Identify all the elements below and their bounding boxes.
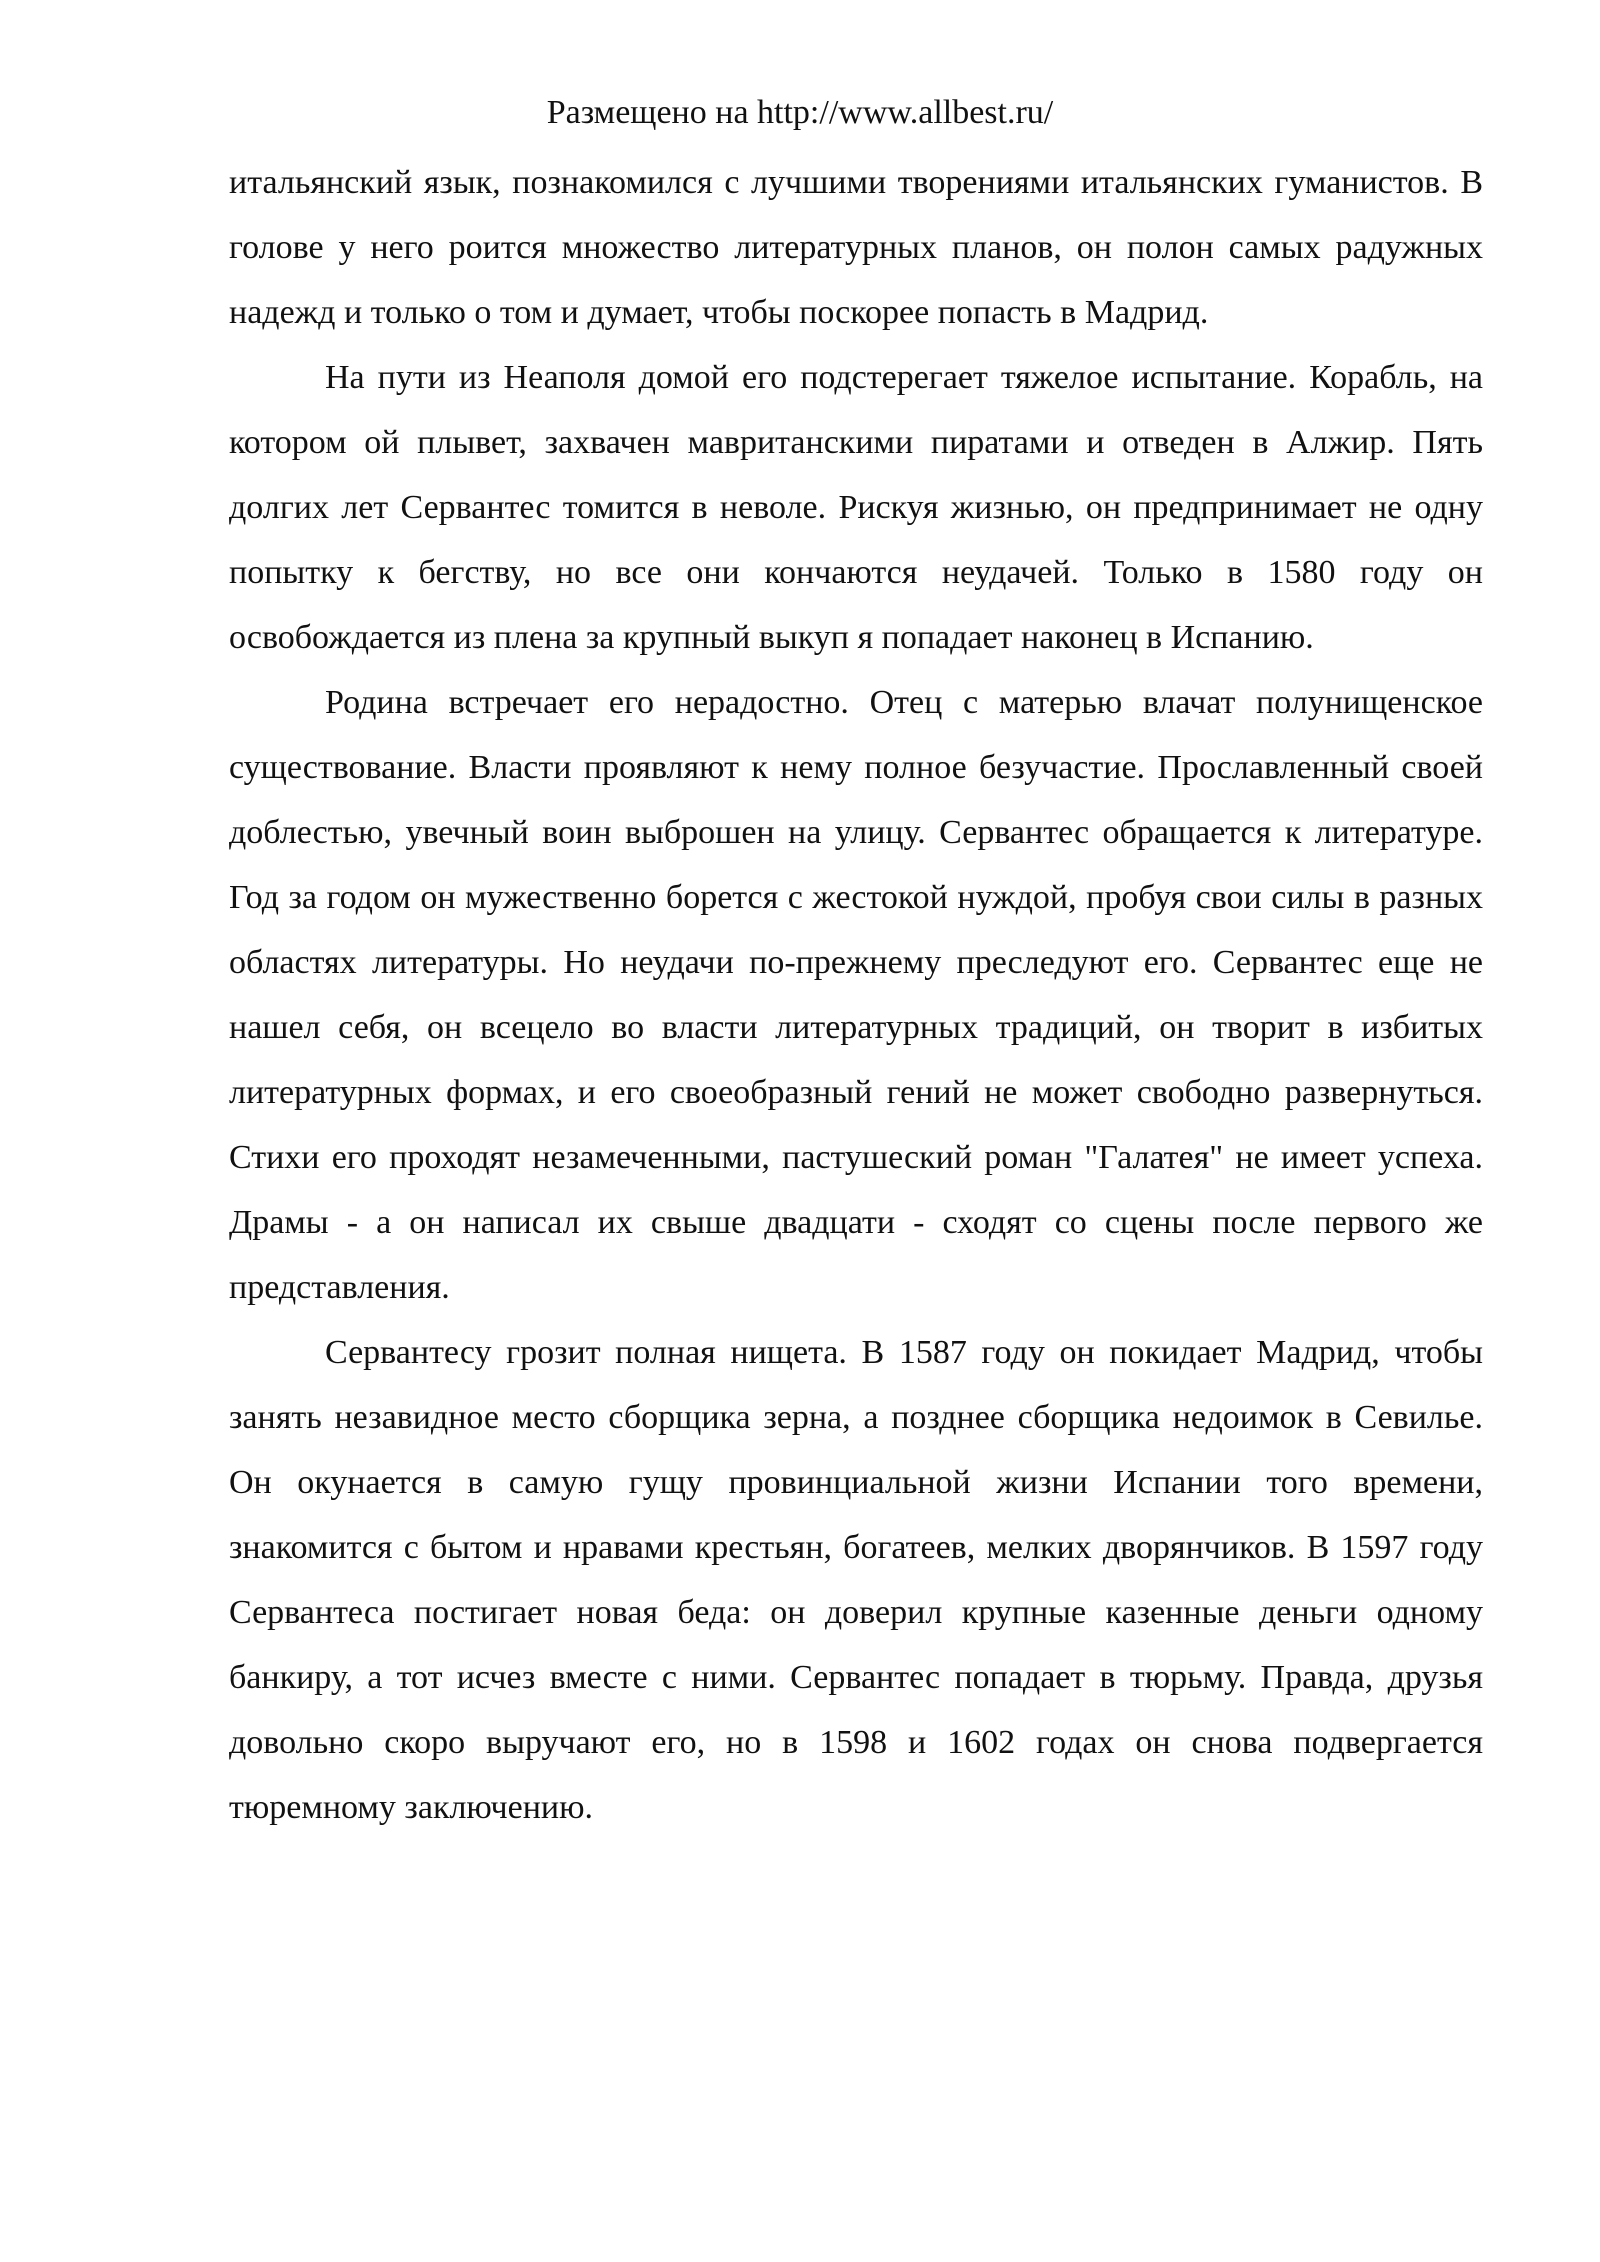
paragraph-3: Родина встречает его нерадостно. Отец с матерью влачат полунищенское существование. Власти проявляют к нему полное безучастие. Прославленный своей доблестью, увечный воин выброшен на улицу. Сервантес обращается к литературе. Год за годом он мужественно борется с жестокой нуждой, пробуя свои силы в разных областях литературы. Но неудачи по-прежнему преследуют его. Сервантес еще не нашел себя, он всецело во власти литературных традиций, он творит в избитых литературных формах, и его своеобразный гений не может свободно развернуться. Стихи его проходят незамеченными, пастушеский роман "Галатея" не имеет успеха. Драмы - а он написал их свыше двадцати - сходят со сцены после первого же представления.: [229, 684, 1483, 1306]
paragraph-1: итальянский язык, познакомился с лучшими творениями итальянских гуманистов. В голове у него роится множество литературных планов, он полон самых радужных надежд и только о том и думает, чтобы поскорее попасть в Мадрид.: [229, 164, 1483, 331]
page-header: Размещено на http://www.allbest.ru/: [546, 94, 1054, 131]
paragraph-2: На пути из Неаполя домой его подстерегает тяжелое испытание. Корабль, на котором ой плывет, захвачен мавританскими пиратами и отведен в Алжир. Пять долгих лет Сервантес томится в неволе. Рискуя жизнью, он предпринимает не одну попытку к бегству, но все они кончаются неудачей. Только в 1580 году он освобождается из плена за крупный выкуп я попадает наконец в Испанию.: [229, 359, 1483, 656]
paragraph-4: Сервантесу грозит полная нищета. В 1587 году он покидает Мадрид, чтобы занять незавидное место сборщика зерна, а позднее сборщика недоимок в Севилье. Он окунается в самую гущу провинциальной жизни Испании того времени, знакомится с бытом и нравами крестьян, богатеев, мелких дворянчиков. В 1597 году Сервантеса постигает новая беда: он доверил крупные казенные деньги одному банкиру, а тот исчез вместе с ними. Сервантес попадает в тюрьму. Правда, друзья довольно скоро выручают его, но в 1598 и 1602 годах он снова подвергается тюремному заключению.: [229, 1334, 1483, 1826]
document-body: [229, 150, 1483, 1840]
